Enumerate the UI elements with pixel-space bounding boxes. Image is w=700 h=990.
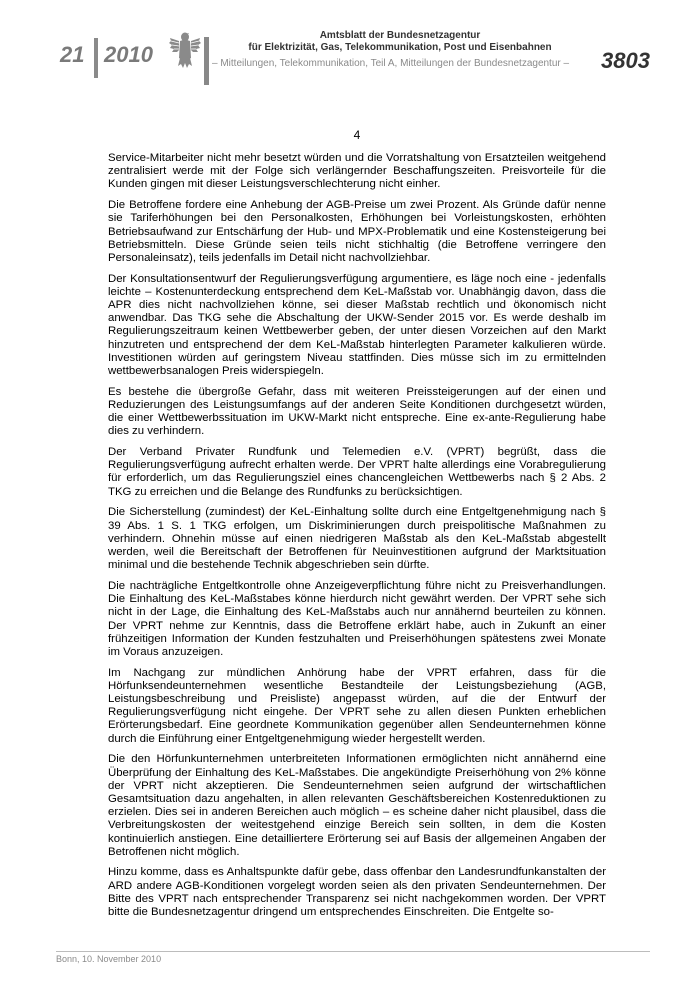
publication-title-line2: für Elektrizität, Gas, Telekommunikation, Post und Eisenbahnen [248,42,552,53]
header-divider [204,37,209,85]
issue-year: 2010 [104,42,153,67]
page-number: 3803 [601,48,650,73]
issue-number: 21 [60,42,85,67]
paragraph: Die den Hörfunkunternehmen unterbreiteten Informationen ermöglichten nicht annähernd eine Überprüfung der Einhaltung des KeL-Maßstabes. Die angekündigte Preiserhöhung von 2% könne der VPRT nicht akzeptieren. Die Sendeunternehmen seien aufgrund der wirtschaftlichen Gesamtsituation dazu angehalten, in allen relevanten Geschäftsbereichen Kostenreduktionen zu erzielen. Dies sei in anderen Bereichen auch möglich – es scheine daher nicht plausibel, dass die Verbreitungskosten der weitestgehend einzige Bereich sein sollten, in dem die Kosten kontinuierlich anstiegen. Eine detailliertere Erörterung sei auf Basis der allgemeinen Angaben der Betroffenen nicht möglich. [108,753,606,858]
publication-subtitle: – Mitteilungen, Telekommunikation, Teil A, Mitteilungen der Bundesnetzagentur – [212,58,570,69]
paragraph: Es bestehe die übergroße Gefahr, dass mit weiteren Preissteigerungen auf der einen und Reduzierungen des Leistungsumfangs auf der anderen Seite Konditionen durchgesetzt würden, die einer Wettbewerbssituation im UKW-Markt nicht entspreche. Eine ex-ante-Regulierung habe dies zu verhindern. [108,385,606,438]
paragraph: Der Konsultationsentwurf der Regulierungsverfügung argumentiere, es läge noch eine - jedenfalls leichte – Kostenunterdeckung entsprechend dem KeL-Maßstab vor. Unabhängig davon, dass die APR dies nicht nachvollziehen könne, sei dieser Maßstab rechtlich und ökonomisch nicht anwendbar. Das TKG sehe die Abschaltung der UKW-Sender 2015 vor. Es werde deshalb im Regulierungszeitraum keinen Wettbewerber geben, der unter diesen Vorzeichen auf den Markt hinzutreten und entsprechend der dem KeL-Maßstab hinterlegten Parameter kalkulieren würde. Investitionen würden auf geringstem Niveau stattfinden. Dies müsse sich im zu ermittelnden wettbewerbsanalogen Preis widerspiegeln. [108,272,606,378]
paragraph: Hinzu komme, dass es Anhaltspunkte dafür gebe, dass offenbar den Landesrundfunkanstalten der ARD andere AGB-Konditionen vorgelegt worden seien als den privaten Sendeunternehmen. Der Bitte des VPRT nach entsprechender Transparenz sei nicht nachgekommen worden. Der VPRT bitte die Bundesnetzagentur dringend um entsprechendes Einschreiten. Die Entgelte so- [108,866,606,919]
paragraph: Service-Mitarbeiter nicht mehr besetzt würden und die Vorratshaltung von Ersatzteilen weitgehend zentralisiert werde mit der Folge sich verlängernder Beschaffungszeiten. Preisvorteile für die Kunden gingen mit dieser Leistungsverschlechterung nicht einher. [108,152,606,191]
paragraph: Die Sicherstellung (zumindest) der KeL-Einhaltung sollte durch eine Entgeltgenehmigung nach § 39 Abs. 1 S. 1 TKG erfolgen, um Diskriminierungen durch preispolitische Maßnahmen zu verhindern. Ohnehin müsse auf einen niedrigeren Maßstab als den KeL-Maßstab abgestellt werden, weil die Bereitschaft der Betroffenen für Neuinvestitionen aufgrund der Marktsituation minimal und die bestehende Technik abgeschrieben sein dürfte. [108,506,606,572]
footer-place-date: Bonn, 10. November 2010 [56,954,162,964]
publication-title-line1: Amtsblatt der Bundesnetzagentur [319,30,481,41]
internal-page-number: 4 [353,128,361,142]
paragraph: Die nachträgliche Entgeltkontrolle ohne Anzeigeverpflichtung führe nicht zu Preisverhandlungen. Die Einhaltung des KeL-Maßstabes könne hierdurch nicht gewährt werden. Der VPRT sehe sich nicht in der Lage, die Einhaltung des KeL-Maßstabs auch nur annähernd beurteilen zu können. Der VPRT nehme zur Kenntnis, dass die Betroffene erklärt habe, auch in Zukunft an einer frühzeitigen Information der Kunden festzuhalten und Preiserhöhungen spätestens zwei Monate im Voraus anzuzeigen. [108,579,606,658]
footer-divider [56,951,650,952]
paragraph: Im Nachgang zur mündlichen Anhörung habe der VPRT erfahren, dass für die Hörfunksendeunternehmen wesentliche Bestandteile der Leistungsbeziehung (AGB, Leistungsbeschreibung und Preisliste) angepasst würden, auf die der Entwurf der Regulierungsverfügung nicht eingehe. Der VPRT sehe zu allen diesen Punkten erheblichen Erörterungsbedarf. Eine geordnete Kommunikation gegenüber allen Sendeunternehmen könne durch die Einführung einer Entgeltgenehmigung wieder hergestellt werden. [108,666,606,745]
paragraph: Die Betroffene fordere eine Anhebung der AGB-Preise um zwei Prozent. Als Gründe dafür nenne sie Tariferhöhungen bei den Personalkosten, Erhöhungen bei Vorleistungskosten, erhöhten Betriebsaufwand zur Entschärfung der Hub- und MPX-Problematik und eine Kostensteigerung bei Betriebsmitteln. Diese Gründe seien teils nicht stichhaltig (die Betroffene verringere den Personaleinsatz), teils jedenfalls im Detail nicht nachvollziehbar. [108,199,606,264]
publication-title [210,30,590,54]
federal-eagle-icon [168,28,202,72]
paragraph: Der Verband Privater Rundfunk und Telemedien e.V. (VPRT) begrüßt, dass die Regulierungsverfügung aufrecht erhalten werde. Der VPRT halte allerdings eine Vorabregulierung für erforderlich, um das Regulierungsziel eines chancengleichen Wettbewerbs nach § 2 Abs. 2 TKG zu erreichen und die Belange des Rundfunks zu berücksichtigen. [108,446,606,498]
document-body [108,128,606,927]
issue-divider [94,38,98,78]
